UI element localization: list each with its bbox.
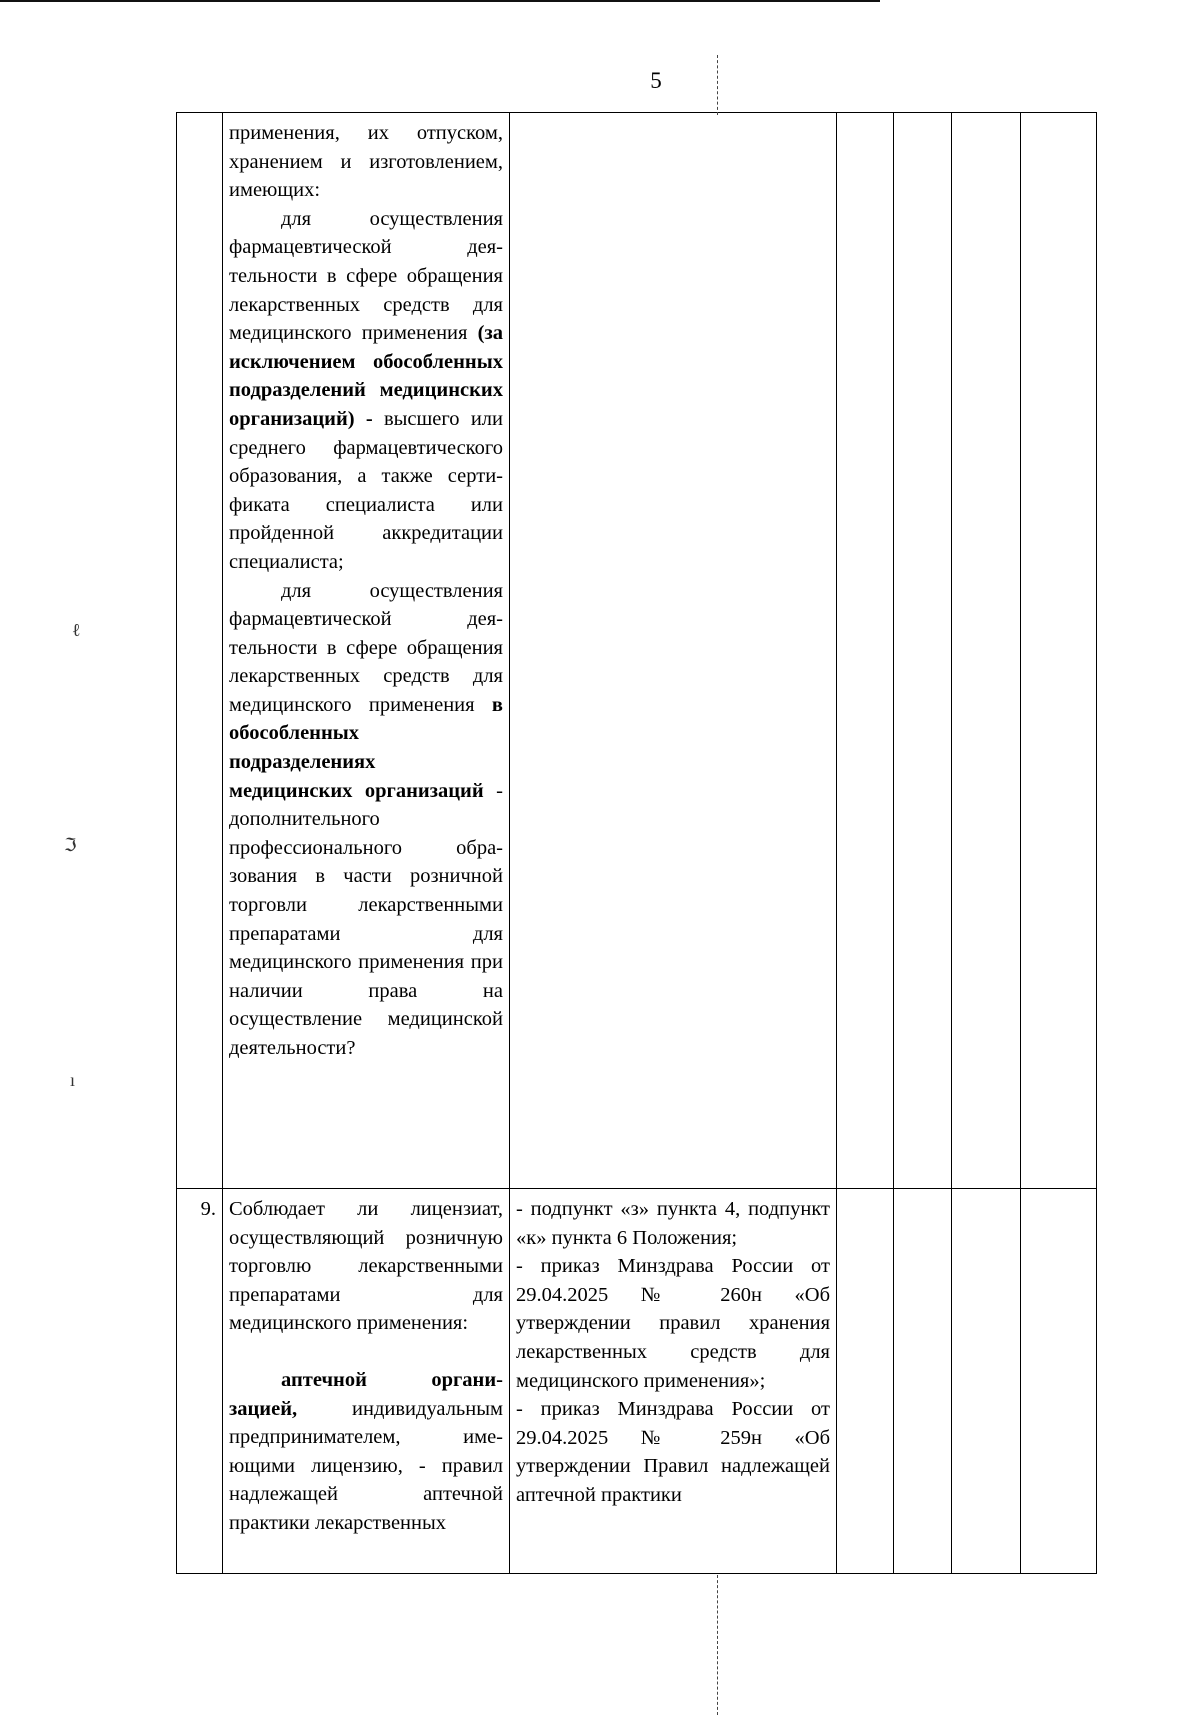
scan-speck: ℓ [72,620,81,640]
row-number-cell: 9. [177,1189,223,1574]
row-number-cell [177,113,223,1189]
reference-cell [510,113,837,1189]
scan-artifact-line [717,55,718,115]
page-number: 5 [650,68,662,93]
scan-speck: ℑ [64,835,77,855]
note-cell [1021,113,1097,1189]
answer-yes-cell [837,113,894,1189]
note-cell [1021,1189,1097,1574]
question-paragraph: для осуществления фармацевтической деятельности в сфере обращения лекарственных средств для медицинского применения в обособленных подразделениях медицинских организаций - дополнительного профессионального образования в части розничной торговли лекарственными препаратами для медицинского применения при наличии права на осуществление медицинской деятельности? [229,579,503,1059]
table-row [177,113,1097,1189]
reference-item: - подпункт «з» пункта 4, подпункт «к» пункта 6 Положения; [516,1198,830,1249]
question-cell [223,1189,510,1574]
answer-yes-cell [837,1189,894,1574]
question-paragraph: Соблюдает ли лицензиат, осуществляющий розничную торговлю лекарственными препаратами для медицинского применения: [229,1198,503,1335]
answer-na-cell [952,113,1021,1189]
table-row [177,1189,1097,1574]
question-cell [223,113,510,1189]
answer-no-cell [894,113,952,1189]
scan-artifact-line [717,1575,718,1715]
scan-top-edge [0,0,880,2]
answer-na-cell [952,1189,1021,1574]
question-paragraph: аптечной организацией, индивидуальным предпринимателем, имеющими лицензию, - правил надлежащей аптечной практики лекарственных [229,1368,503,1534]
scan-speck: ı [70,1070,76,1090]
question-paragraph: применения, их отпуском, хранением и изготовлением, имеющих: [229,122,503,202]
reference-item: - приказ Минздрава России от 29.04.2025 № 259н «Об утверждении Правил надлежащей аптечной практики [516,1398,830,1506]
checklist-table [176,112,1097,1574]
question-paragraph: для осуществления фармацевтической деятельности в сфере обращения лекарственных средств для медицинского применения (за исключением обособленных подразделений медицинских организаций) - высшего или среднего фармацевтического образования, а также сертификата специалиста или пройденной аккредитации специалиста; [229,207,503,573]
answer-no-cell [894,1189,952,1574]
reference-cell [510,1189,837,1574]
reference-item: - приказ Минздрава России от 29.04.2025 № 260н «Об утверждении правил хранения лекарственных средств для медицинского применения»; [516,1255,830,1392]
